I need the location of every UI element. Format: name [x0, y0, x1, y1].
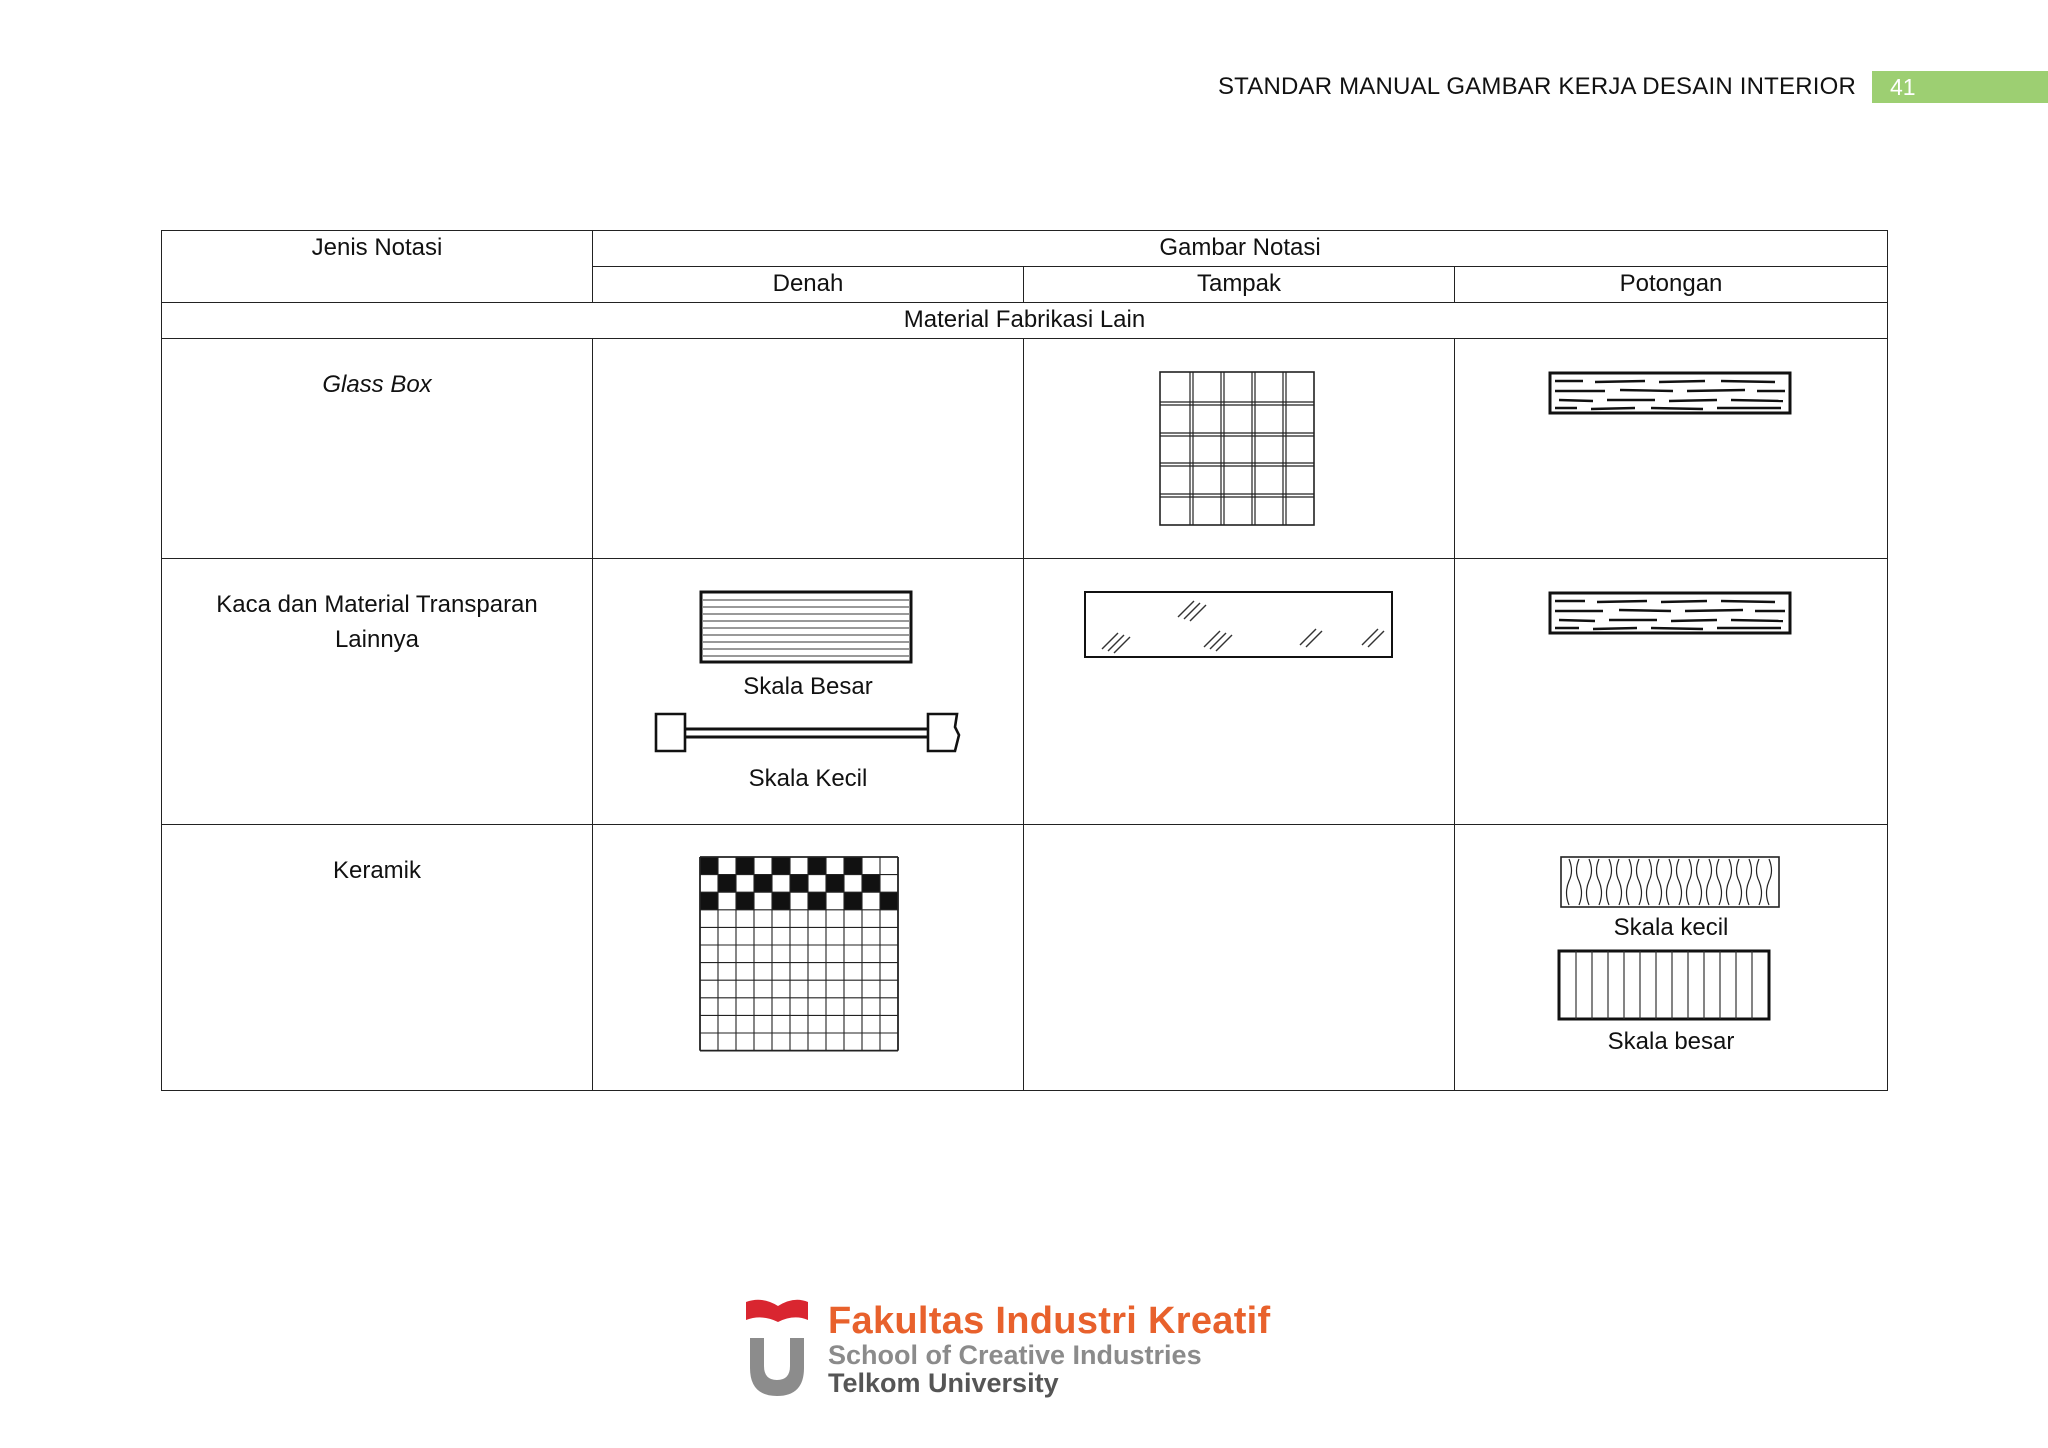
- table-row: [162, 825, 1888, 1091]
- black-tile: [700, 857, 718, 875]
- black-tile: [772, 857, 790, 875]
- black-tile: [772, 892, 790, 910]
- cell-glass-box-potongan: [1455, 339, 1888, 559]
- header-potongan: Potongan: [1455, 267, 1888, 303]
- table-row: [162, 559, 1888, 825]
- cell-kaca-potongan: [1455, 559, 1888, 825]
- page-header: [1218, 70, 2048, 104]
- cell-keramik-potongan: [1455, 825, 1888, 1091]
- black-tile: [754, 875, 772, 893]
- black-tile: [736, 857, 754, 875]
- row-label-glass-box: Glass Box: [162, 339, 593, 559]
- header-jenis-notasi: Jenis Notasi: [162, 231, 593, 303]
- black-tile: [718, 875, 736, 893]
- cell-kaca-denah: [593, 559, 1024, 825]
- black-tile: [826, 875, 844, 893]
- header-denah: Denah: [593, 267, 1024, 303]
- black-tile: [700, 892, 718, 910]
- section-material-fabrikasi: Material Fabrikasi Lain: [162, 303, 1888, 339]
- glass-section-hatch-icon: [1455, 559, 1888, 817]
- glass-block-grid-icon: [1024, 339, 1455, 551]
- document-title: STANDAR MANUAL GAMBAR KERJA DESAIN INTERIOR: [1217, 73, 1856, 100]
- ceramic-tile-plan-icon: [593, 825, 1024, 1083]
- caption-skala-besar: Skala besar: [1607, 1028, 1735, 1055]
- row-label-kaca: Kaca dan Material Transparan Lainnya: [162, 559, 593, 825]
- table-row: [162, 339, 1888, 559]
- caption-skala-kecil: Skala kecil: [1613, 914, 1729, 941]
- glass-elevation-icon: [1024, 559, 1455, 817]
- header-gambar-notasi: Gambar Notasi: [593, 231, 1888, 267]
- cell-keramik-tampak: [1024, 825, 1455, 1091]
- faculty-name: Fakultas Industri Kreatif: [828, 1300, 1271, 1342]
- caption-skala-kecil: Skala Kecil: [748, 765, 868, 792]
- black-tile: [736, 892, 754, 910]
- telkom-university-logo-icon: [742, 1296, 822, 1406]
- black-tile: [880, 892, 898, 910]
- black-tile: [808, 892, 826, 910]
- row-label-keramik: Keramik: [162, 825, 593, 1091]
- header-tampak: Tampak: [1024, 267, 1455, 303]
- black-tile: [844, 857, 862, 875]
- cell-glass-box-denah: [593, 339, 1024, 559]
- page-number-badge: 41: [1872, 71, 2048, 103]
- cell-kaca-tampak: [1024, 559, 1455, 825]
- footer-logo: [742, 1296, 1312, 1406]
- notation-table: [161, 230, 1888, 1091]
- caption-skala-besar: Skala Besar: [743, 673, 873, 700]
- university-name: Telkom University: [828, 1368, 1059, 1398]
- black-tile: [862, 875, 880, 893]
- glass-section-hatch-icon: [1455, 339, 1888, 551]
- cell-glass-box-tampak: [1024, 339, 1455, 559]
- black-tile: [844, 892, 862, 910]
- black-tile: [790, 875, 808, 893]
- black-tile: [808, 857, 826, 875]
- cell-keramik-denah: [593, 825, 1024, 1091]
- school-name: School of Creative Industries: [828, 1340, 1202, 1370]
